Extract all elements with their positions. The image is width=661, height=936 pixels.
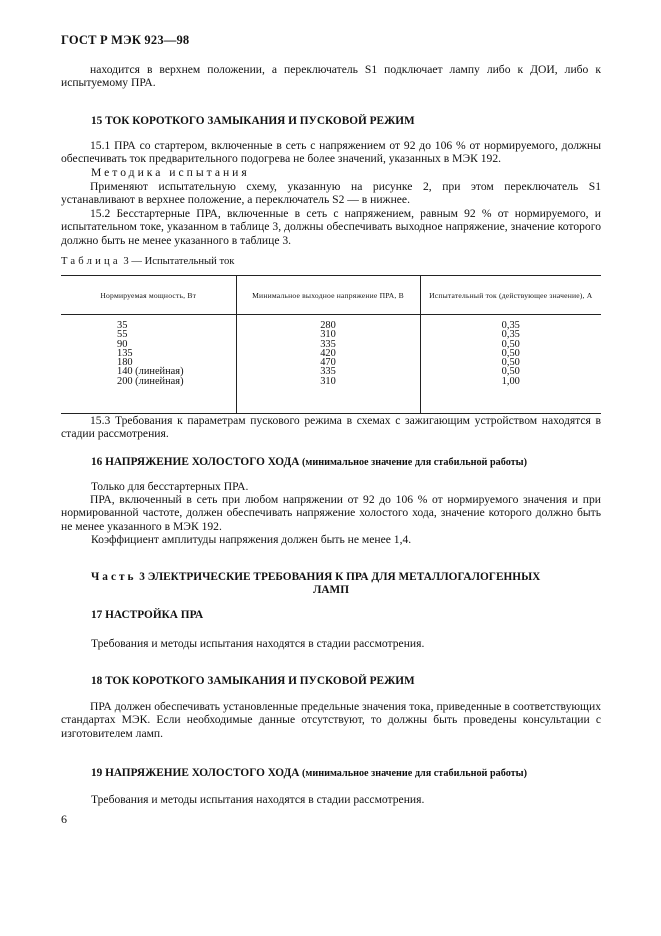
table-cell: 280 bbox=[320, 320, 336, 331]
table-cell: 310 bbox=[320, 329, 336, 341]
document-header: ГОСТ Р МЭК 923—98 bbox=[61, 33, 190, 47]
test-method-paragraph: Применяют испытательную схему, указанную на рисунке 2, при этом переключатель S1 устанавливают в верхнее положение, а переключатель S2 — в нижнее. bbox=[61, 180, 601, 207]
part-3-title-line-2: ЛАМП bbox=[312, 584, 350, 596]
test-method-label: Методика испытания bbox=[91, 166, 250, 179]
table-cell: 335 bbox=[320, 366, 336, 378]
section-15-heading: 15 ТОК КОРОТКОГО ЗАМЫКАНИЯ И ПУСКОВОЙ РЕЖИМ bbox=[91, 115, 415, 127]
part-3-word: Часть bbox=[91, 571, 137, 583]
page-number: 6 bbox=[61, 812, 67, 826]
table-cell: 140 (линейная) bbox=[117, 366, 184, 378]
section-19-paragraph: Требования и методы испытания находятся в стадии рассмотрения. bbox=[91, 793, 425, 806]
table-caption-word: Таблица bbox=[61, 256, 121, 267]
section-19-heading-note: (минимальное значение для стабильной работы) bbox=[299, 768, 527, 779]
table-cell: 0,50 bbox=[501, 338, 520, 350]
section-18-heading: 18 ТОК КОРОТКОГО ЗАМЫКАНИЯ И ПУСКОВОЙ РЕЖИМ bbox=[91, 675, 415, 687]
section-15-3-paragraph: 15.3 Требования к параметрам пускового режима в схемах с зажигающим устройством находятся в стадии рассмотрения. bbox=[61, 414, 601, 441]
section-15-1-paragraph: 15.1 ПРА со стартером, включенные в сеть с напряжением от 92 до 106 % от нормируемого, должны обеспечивать ток предварительного подогрева не более значений, указанных в МЭК 192. bbox=[61, 139, 601, 166]
table-cell: 180 bbox=[117, 357, 133, 369]
table-caption bbox=[61, 256, 234, 267]
section-16-paragraph-1: Только для бесстартерных ПРА. bbox=[91, 480, 249, 493]
table-cell: 200 (линейная) bbox=[117, 375, 184, 387]
table-column-power bbox=[61, 315, 236, 414]
test-current-table bbox=[61, 275, 601, 414]
table-cell: 0,50 bbox=[501, 366, 520, 378]
part-3-heading bbox=[91, 571, 571, 596]
table-cell: 0,35 bbox=[501, 329, 520, 341]
table-column-voltage bbox=[236, 315, 420, 414]
table-header-voltage: Минимальное выходное напряжение ПРА, В bbox=[236, 276, 420, 315]
table-cell: 0,50 bbox=[501, 357, 520, 369]
table-caption-title: 3 — Испытательный ток bbox=[120, 256, 235, 267]
section-16-heading-main: 16 НАПРЯЖЕНИЕ ХОЛОСТОГО ХОДА bbox=[91, 456, 300, 468]
table-cell: 35 bbox=[117, 320, 128, 331]
section-17-heading: 17 НАСТРОЙКА ПРА bbox=[91, 609, 204, 621]
section-19-heading bbox=[91, 767, 527, 779]
table-cell: 335 bbox=[320, 338, 336, 350]
table-header-power: Нормируемая мощность, Вт bbox=[61, 276, 236, 315]
section-15-2-paragraph: 15.2 Бесстартерные ПРА, включенные в сеть с напряжением, равным 92 % от нормируемого, и испытательном токе, указанном в таблице 3, должны обеспечивать выходное напряжение, значение которого должно быть не менее указанного в таблице 3. bbox=[61, 207, 601, 247]
table-cell: 420 bbox=[320, 347, 336, 359]
table-cell: 0,50 bbox=[501, 347, 520, 359]
table-cell: 55 bbox=[117, 329, 128, 341]
table-cell: 310 bbox=[320, 375, 336, 387]
section-18-paragraph: ПРА должен обеспечивать установленные предельные значения тока, приведенные в соответствующих стандартах МЭК. Если необходимые данные отсутствуют, то должны быть проведены консультации с изготовителем ламп. bbox=[61, 700, 601, 740]
part-3-title: 3 ЭЛЕКТРИЧЕСКИЕ ТРЕБОВАНИЯ К ПРА ДЛЯ МЕТАЛЛОГАЛОГЕННЫХ bbox=[136, 571, 541, 583]
section-16-paragraph-3: Коэффициент амплитуды напряжения должен быть не менее 1,4. bbox=[91, 533, 412, 546]
section-16-heading-note: (минимальное значение для стабильной работы) bbox=[299, 457, 527, 468]
intro-paragraph: находится в верхнем положении, а переключатель S1 подключает лампу либо к ДОИ, либо к испытуемому ПРА. bbox=[61, 63, 601, 90]
table-cell: 135 bbox=[117, 347, 133, 359]
table-cell: 0,35 bbox=[501, 320, 520, 331]
section-16-paragraph-2: ПРА, включенный в сеть при любом напряжении от 92 до 106 % от нормируемого значения и при нормированной частоте, должен обеспечивать напряжение холостого хода, значение которого должно быть не менее указанного в МЭК 192. bbox=[61, 493, 601, 533]
table-column-current bbox=[420, 315, 601, 414]
section-17-paragraph: Требования и методы испытания находятся в стадии рассмотрения. bbox=[91, 637, 425, 650]
table-cell: 1,00 bbox=[501, 375, 520, 387]
table-cell: 470 bbox=[320, 357, 336, 369]
table-header-current: Испытательный ток (действующее значение), А bbox=[420, 276, 601, 315]
table-cell: 90 bbox=[117, 338, 128, 350]
section-19-heading-main: 19 НАПРЯЖЕНИЕ ХОЛОСТОГО ХОДА bbox=[91, 767, 300, 779]
section-16-heading bbox=[91, 456, 527, 468]
